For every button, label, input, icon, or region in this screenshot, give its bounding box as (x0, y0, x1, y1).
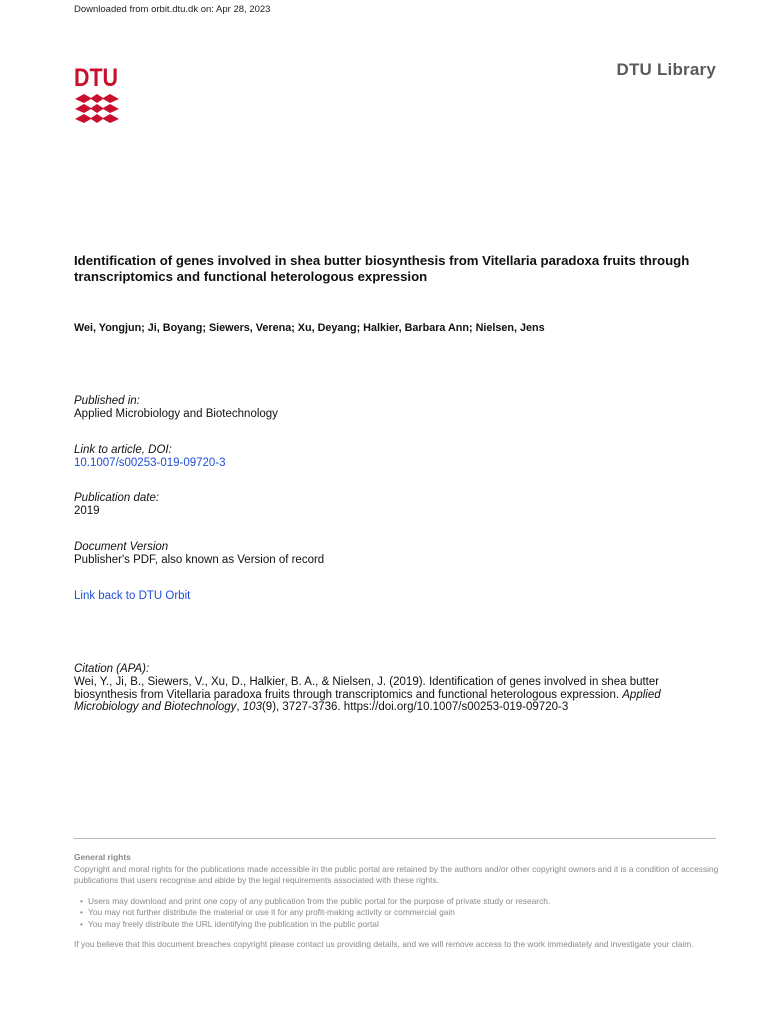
download-note: Downloaded from orbit.dtu.dk on: Apr 28, 2023 (74, 4, 271, 15)
document-version-block (74, 541, 324, 567)
citation-journal: Applied Microbiology and Biotechnology (74, 688, 661, 713)
doi-link[interactable]: 10.1007/s00253-019-09720-3 (74, 457, 226, 469)
dtu-orbit-link[interactable]: Link back to DTU Orbit (74, 590, 191, 602)
general-rights-closing: If you believe that this document breaches copyright please contact us providing details, and we will remove access to the work immediately and investigate your claim. (74, 939, 694, 949)
citation-label: Citation (APA): (74, 663, 150, 675)
doi-block (74, 444, 226, 470)
divider (74, 838, 716, 839)
rights-bullet-list (88, 896, 719, 931)
doi-label: Link to article, DOI: (74, 444, 172, 456)
dtu-logo-lettering: DTU (74, 64, 118, 92)
citation-text-end: (9), 3727-3736. https://doi.org/10.1007/s00253-019-09720-3 (261, 701, 569, 713)
publication-date-label: Publication date: (74, 492, 160, 504)
rights-bullet: • You may freely distribute the URL identifying the publication in the public portal (88, 919, 719, 931)
document-version-label: Document Version (74, 541, 169, 553)
rights-bullet: • You may not further distribute the material or use it for any profit-making activity or commercial gain (88, 907, 719, 919)
general-rights-heading: General rights (74, 852, 131, 862)
dtu-logo (74, 64, 120, 126)
dtu-library-label: DTU Library (616, 60, 716, 79)
citation-text (74, 676, 714, 714)
citation-sep: , (236, 701, 243, 713)
citation-volume: 103 (242, 701, 262, 713)
dtu-logo-icon (74, 64, 120, 126)
citation-block (74, 663, 714, 714)
published-in-block (74, 395, 278, 421)
article-authors: Wei, Yongjun; Ji, Boyang; Siewers, Verena; Xu, Deyang; Halkier, Barbara Ann; Nielsen, Jens (74, 322, 545, 334)
general-rights-section (74, 852, 719, 951)
article-title: Identification of genes involved in shea butter biosynthesis from Vitellaria paradoxa fruits through transcriptomics and functional heterologous expression (74, 253, 690, 284)
rights-bullet: • Users may download and print one copy of any publication from the public portal for the purpose of private study or research. (88, 896, 719, 908)
published-in-value: Applied Microbiology and Biotechnology (74, 408, 278, 420)
document-version-value: Publisher's PDF, also known as Version of record (74, 554, 325, 566)
publication-date-block (74, 492, 159, 518)
published-in-label: Published in: (74, 395, 140, 407)
publication-date-value: 2019 (74, 505, 100, 517)
general-rights-paragraph: Copyright and moral rights for the publications made accessible in the public portal are retained by the authors and/or other copyright owners and it is a condition of accessing publications that users recognise and abide by the legal requirements associated with these rights. (74, 863, 719, 885)
citation-text-start: Wei, Y., Ji, B., Siewers, V., Xu, D., Halkier, B. A., & Nielsen, J. (2019). Identification of genes involved in shea butter biosynthesis from Vitellaria paradoxa fruits through transcriptomics and functional heterologous expression. (74, 676, 660, 701)
